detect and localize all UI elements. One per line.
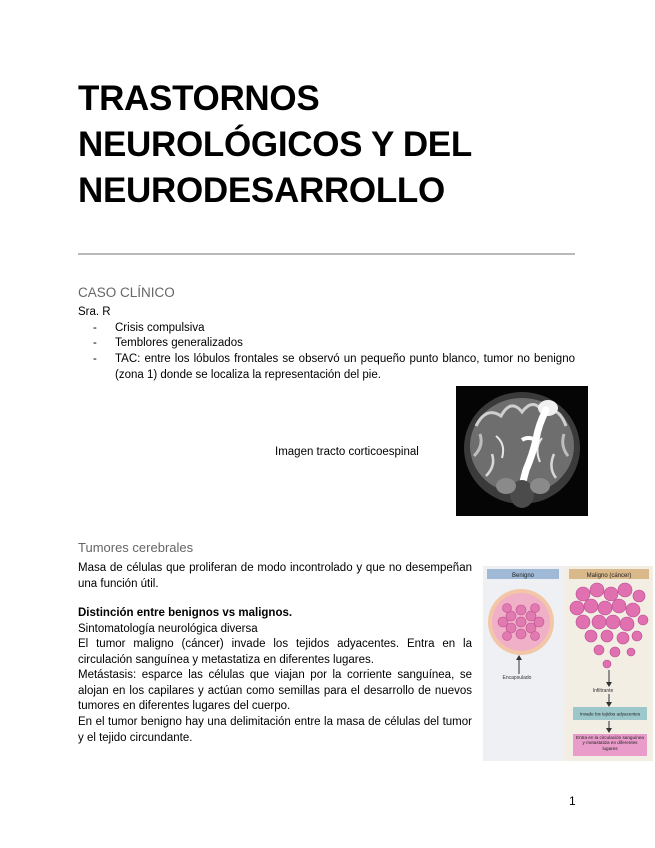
case-heading: CASO CLÍNICO bbox=[78, 285, 175, 300]
image-caption: Imagen tracto corticoespinal bbox=[275, 446, 419, 458]
tumors-line-3: Metástasis: esparce las células que viajan por la corriente sanguínea, se alojan en los capilares y actúan como semillas para el desarrollo de nuevos tumores en diferentes lugares del cuerpo. bbox=[78, 669, 472, 713]
title-line-1: TRASTORNOS bbox=[78, 79, 320, 118]
case-item-1-text: Crisis compulsiva bbox=[115, 322, 205, 334]
tumors-heading: Tumores cerebrales bbox=[78, 540, 194, 555]
diagram-capsule-label: Encapsulado bbox=[502, 675, 532, 681]
tumors-subheading: Distinción entre benignos vs malignos. bbox=[78, 607, 293, 619]
mri-brain-illustration bbox=[456, 386, 588, 516]
title-divider bbox=[78, 253, 575, 255]
title-line-3: NEURODESARROLLO bbox=[78, 171, 445, 210]
case-item-2-text: Temblores generalizados bbox=[115, 337, 243, 349]
page-number: 1 bbox=[569, 794, 576, 808]
diagram-benign-label: Benigno bbox=[511, 573, 535, 579]
case-item-2: - Temblores generalizados bbox=[93, 336, 573, 352]
tumors-intro: Masa de células que proliferan de modo incontrolado y que no desempeñan una función útil. bbox=[78, 562, 472, 590]
case-item-3-text: TAC: entre los lóbulos frontales se observó un pequeño punto blanco, tumor no benigno (zona 1) donde se localiza la representación del pie. bbox=[115, 353, 575, 381]
diagram-enters-label: Entra en la circulación sanguínea y metastatiza en diferentes lugares bbox=[576, 735, 644, 751]
tumors-line-2: El tumor maligno (cáncer) invade los tejidos adyacentes. Entra en la circulación sanguínea y metastatiza en diferentes lugares. bbox=[78, 638, 472, 666]
document-title bbox=[78, 76, 598, 214]
diagram-malignant-label: Maligno (cáncer) bbox=[586, 573, 632, 579]
patient-name: Sra. R bbox=[78, 306, 111, 318]
tumors-line-4: En el tumor benigno hay una delimitación entre la masa de células del tumor y el tejido circundante. bbox=[78, 716, 472, 744]
diagram-infiltrating-label: Infiltrante bbox=[592, 688, 614, 694]
case-item-3: - TAC: entre los lóbulos frontales se observó un pequeño punto blanco, tumor no benigno (zona 1) donde se localiza la representación del pie. bbox=[93, 352, 578, 384]
diagram-invades-label: Invade los tejidos adyacentes bbox=[579, 711, 641, 717]
case-item-1: - Crisis compulsiva bbox=[93, 321, 573, 337]
mri-image bbox=[456, 386, 588, 516]
tumor-diagram bbox=[483, 566, 653, 761]
title-line-2: NEUROLÓGICOS Y DEL bbox=[78, 125, 472, 164]
tumors-line-1: Sintomatología neurológica diversa bbox=[78, 623, 258, 635]
tumor-diagram-illustration bbox=[483, 566, 653, 761]
